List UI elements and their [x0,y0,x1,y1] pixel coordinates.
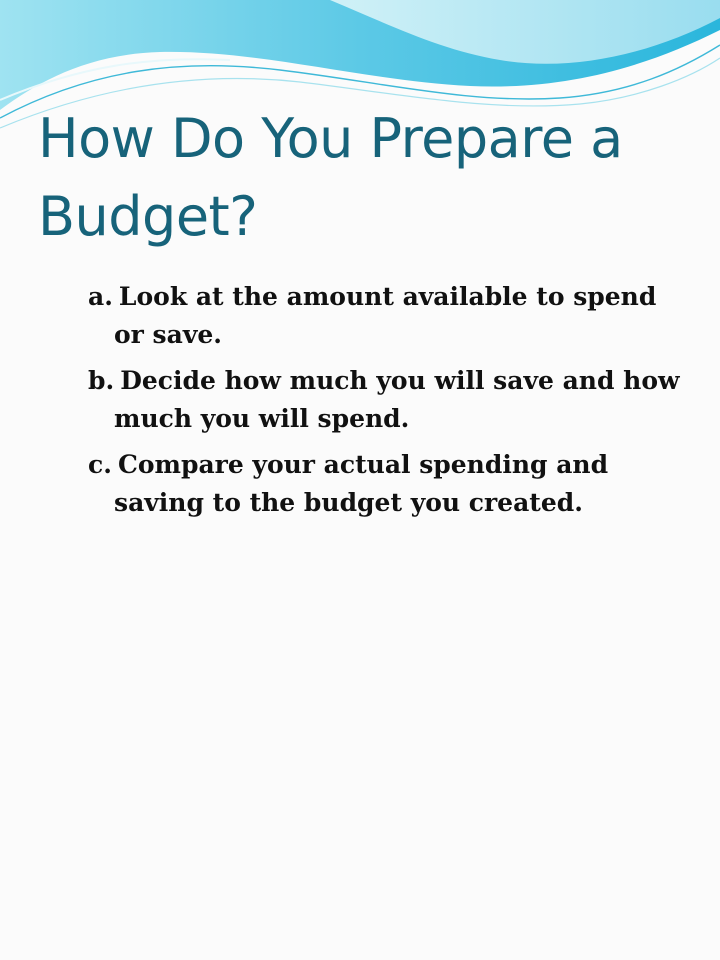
budget-steps-list [88,278,688,530]
list-marker: b. [88,366,115,395]
list-item-text: Decide how much you will save and how much you will spend. [114,366,680,433]
list-item-text: Look at the amount available to spend or save. [114,282,657,349]
list-marker: a. [88,282,113,311]
list-item [88,278,688,354]
list-item [88,446,688,522]
list-item-text: Compare your actual spending and saving to the budget you created. [114,450,609,517]
list-marker: c. [88,450,112,479]
list-item [88,362,688,438]
slide-title: How Do You Prepare a Budget? [38,107,623,248]
